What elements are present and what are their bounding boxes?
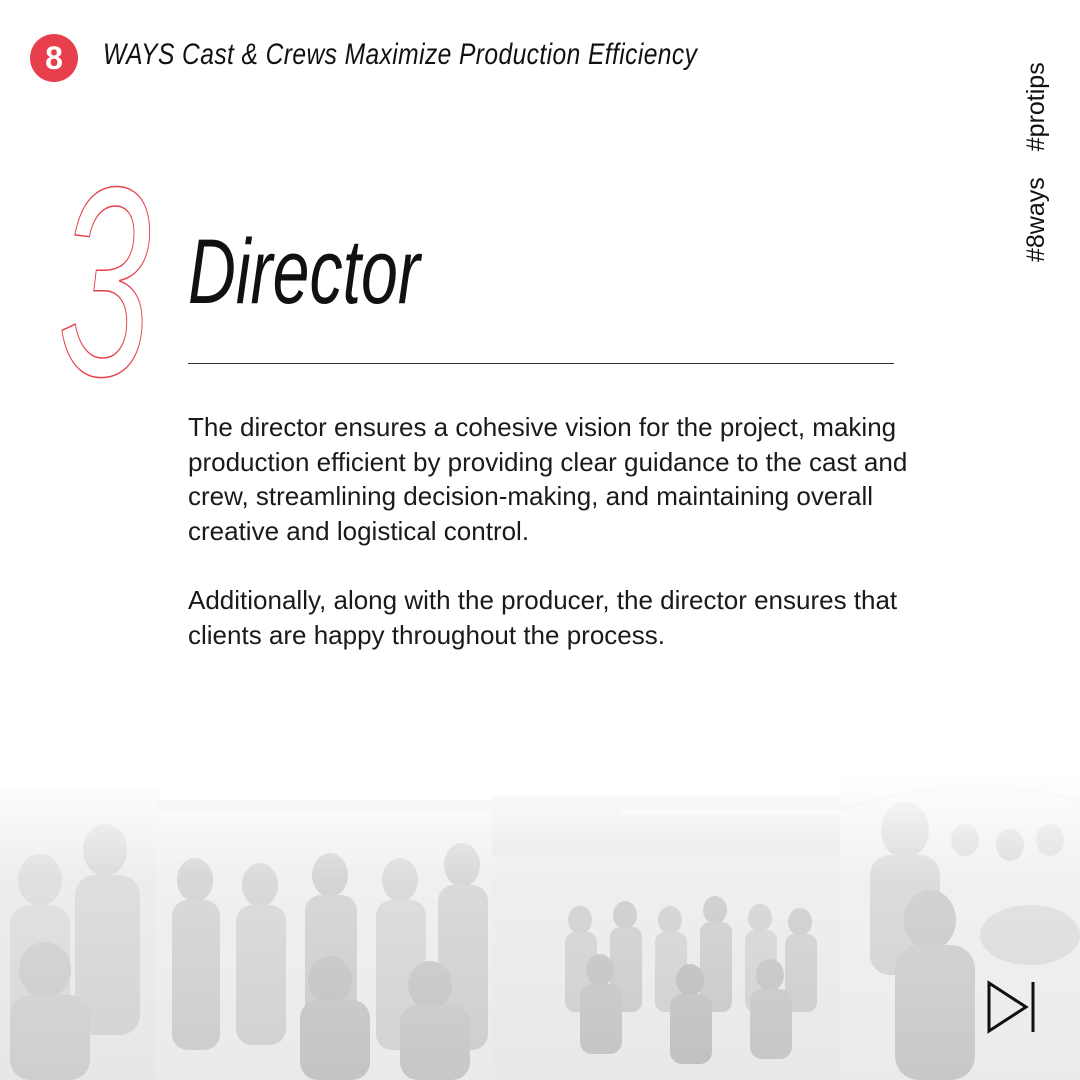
header-title: WAYS Cast & Crews Maximize Production Efficiency xyxy=(103,38,698,71)
body-text xyxy=(188,410,928,652)
hashtag-protips: #protips xyxy=(1022,62,1050,152)
brand-logo xyxy=(30,34,78,82)
hashtag-8ways: #8ways xyxy=(1022,177,1050,262)
body-paragraph-2: Additionally, along with the producer, the director ensures that clients are happy throughout the process. xyxy=(188,585,898,650)
hashtags xyxy=(1022,62,1051,262)
body-paragraph-1: The director ensures a cohesive vision for the project, making production efficient by providing clear guidance to the cast and crew, streamlining decision-making, and maintaining overall creative and logistical control. xyxy=(188,412,908,546)
team-photos xyxy=(0,770,1080,1080)
next-slide-button[interactable] xyxy=(986,980,1038,1034)
title-divider xyxy=(188,363,894,364)
section-number: 3 xyxy=(58,132,152,433)
team-photo-strip xyxy=(0,770,1080,1080)
skip-next-icon xyxy=(986,980,1038,1034)
logo-text: 8 xyxy=(45,40,63,76)
section-title: Director xyxy=(188,221,420,323)
